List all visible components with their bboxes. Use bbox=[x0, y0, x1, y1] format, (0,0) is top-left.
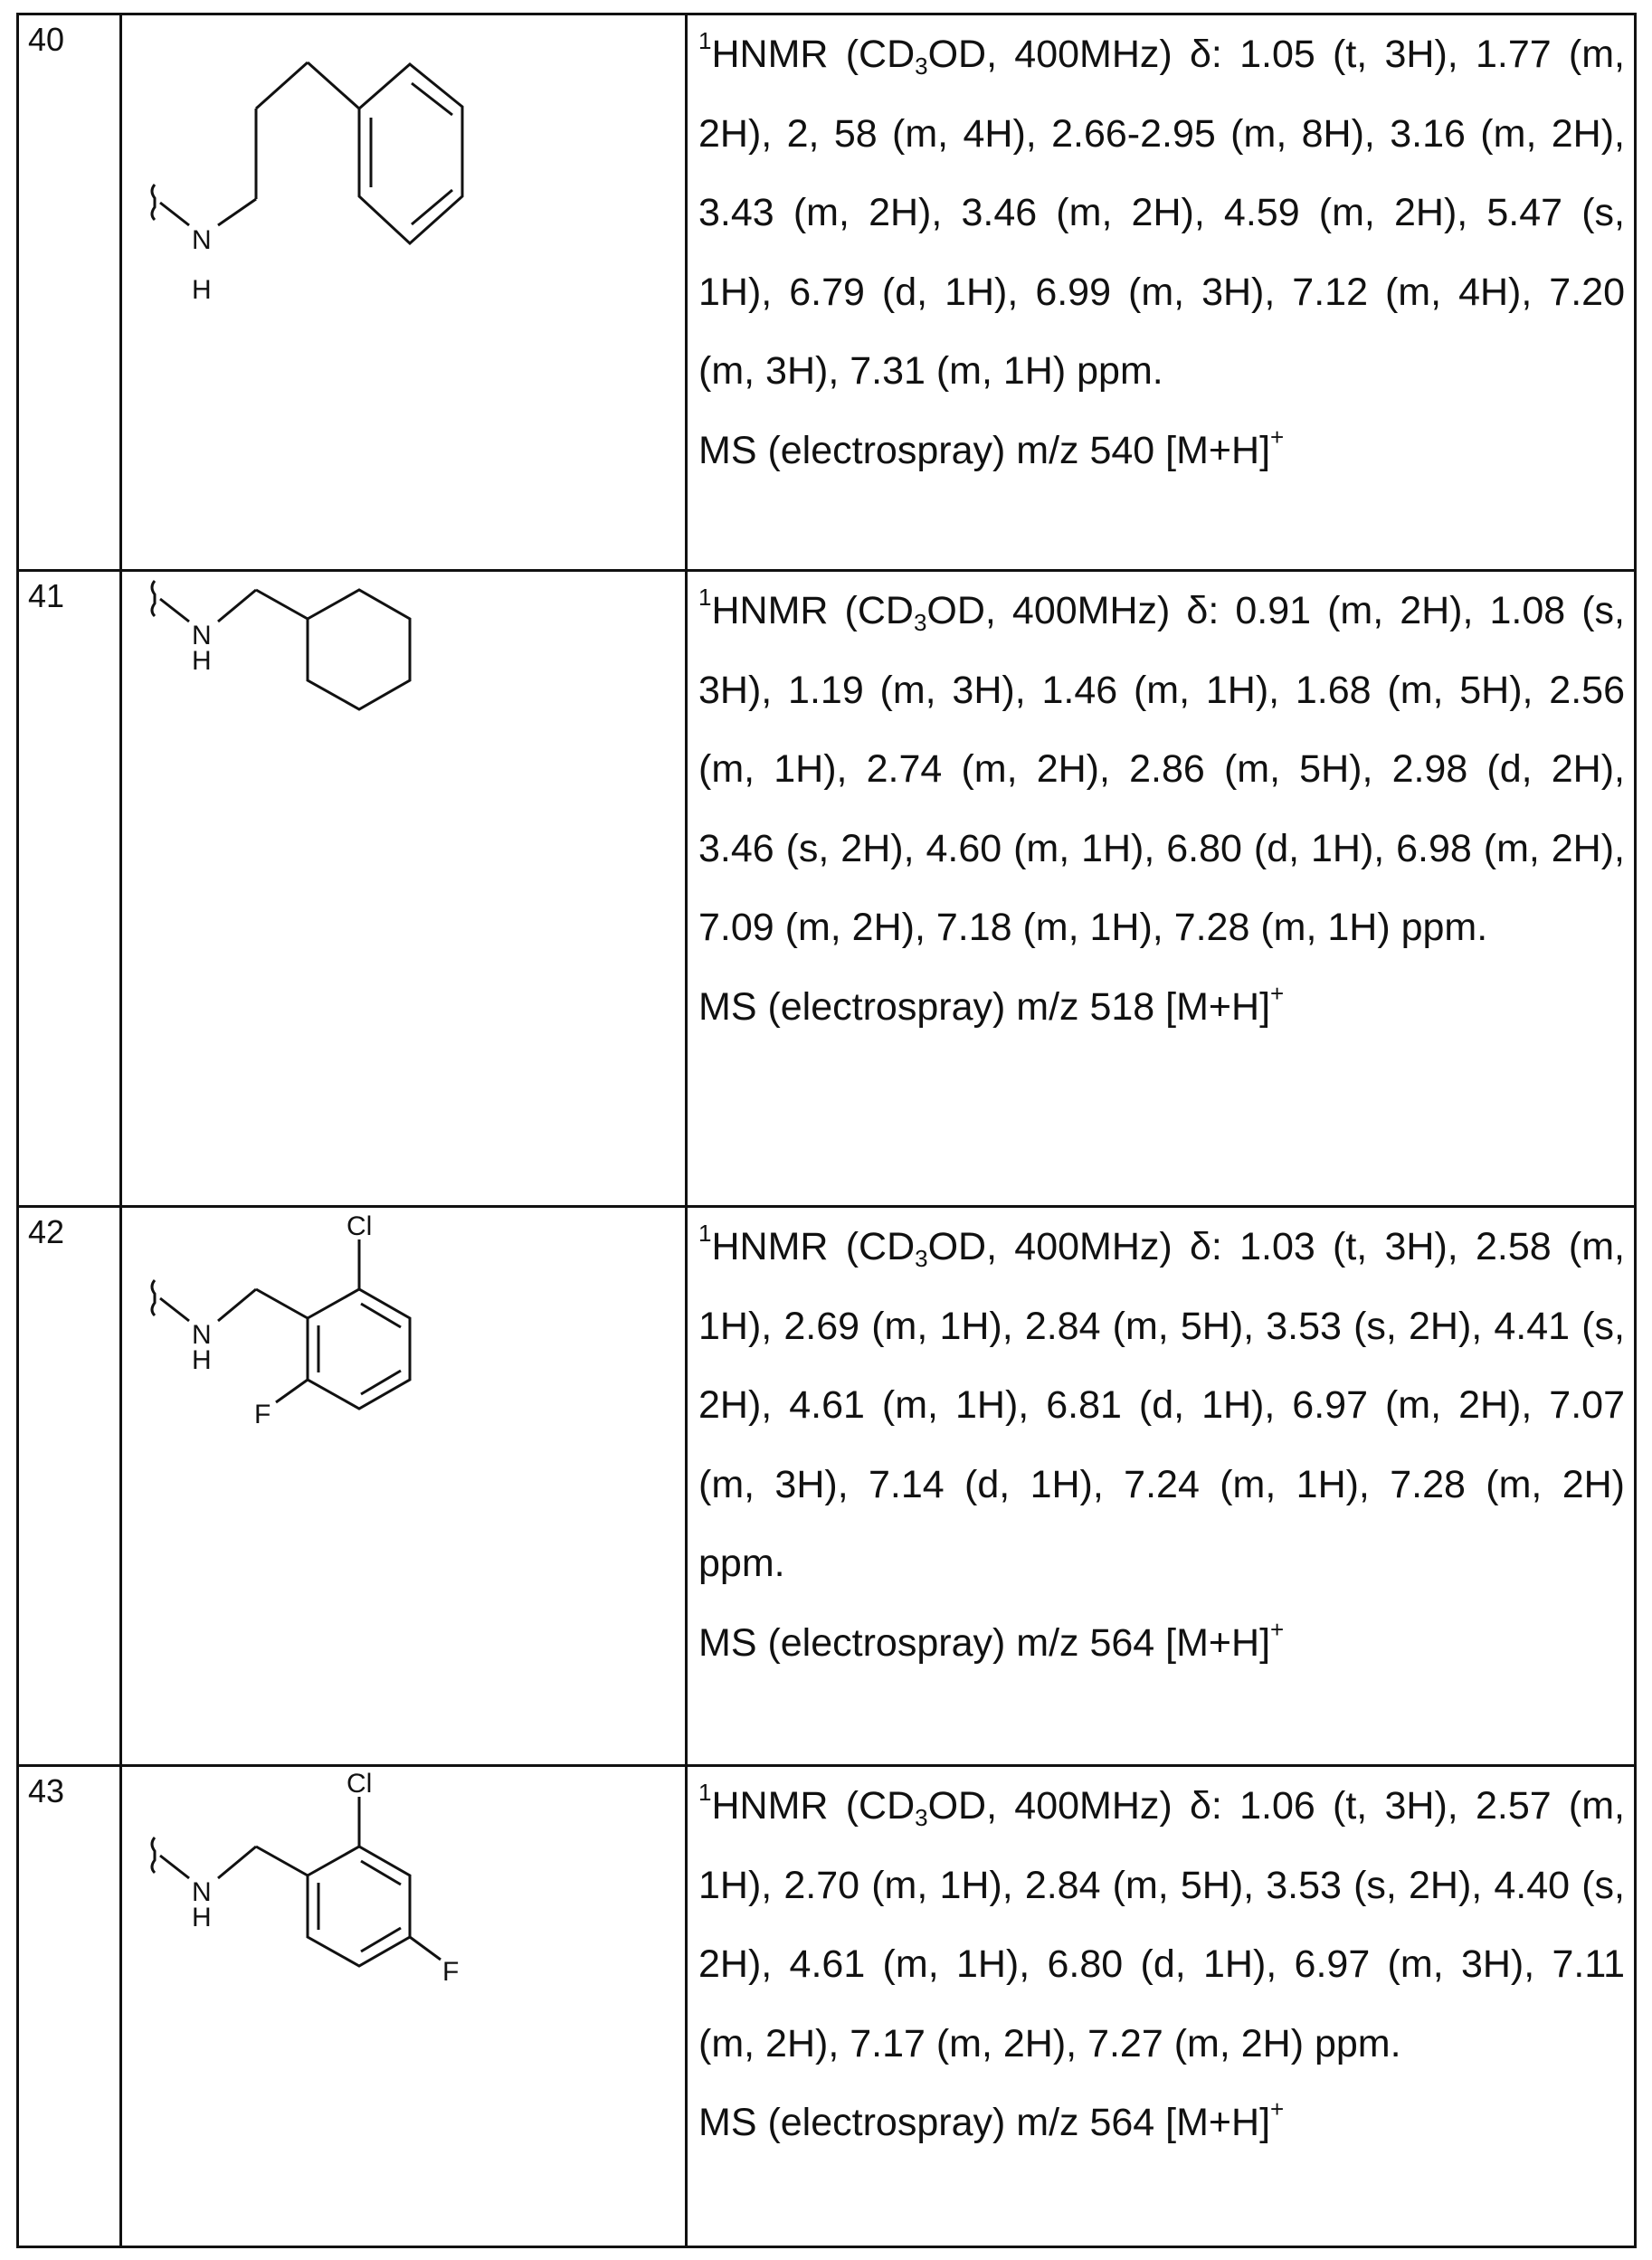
compound-number: 41 bbox=[28, 577, 65, 614]
structure-2-chloro-4-fluorobenzylamino-icon bbox=[122, 1767, 683, 2038]
structure-cell bbox=[121, 14, 687, 571]
nmr-data: $^1$HNMR ($CD_3OD$, 400MHz) δ: 1.06 (t, 3H), 2.57 (m, 1H), 2.70 (m, 1H), 2.84 (m, 5H), 3.53 (s, 2H), 4.40 (s, 2H), 4.61 (m, 1H), 6.80 (d, 1H), 6.97 (m, 3H), 7.11 (m, 2H), 7.17 (m, 2H), 7.27 (m, 2H) ppm. bbox=[698, 1779, 1626, 2065]
table-row bbox=[18, 571, 1636, 1207]
compound-number: 42 bbox=[28, 1213, 65, 1250]
atom-h: H bbox=[192, 275, 212, 305]
structure-cyclohexylmethylamino-icon bbox=[122, 572, 683, 843]
compound-number-cell bbox=[18, 571, 121, 1207]
compound-number-cell bbox=[18, 14, 121, 571]
atom-cl: Cl bbox=[347, 1769, 373, 1799]
atom-n: N bbox=[192, 1877, 212, 1907]
ms-data: MS (electrospray) m/z 564 [M+H]+ bbox=[698, 2095, 1285, 2144]
structure-cell bbox=[121, 1766, 687, 2247]
atom-cl: Cl bbox=[347, 1211, 373, 1241]
atom-h: H bbox=[192, 1345, 212, 1375]
atom-n: N bbox=[192, 621, 212, 650]
nmr-data: $^1$HNMR ($CD_3OD$, 400MHz) δ: 0.91 (m, 2H), 1.08 (s, 3H), 1.19 (m, 3H), 1.46 (m, 1H), 1.68 (m, 5H), 2.56 (m, 1H), 2.74 (m, 2H), 2.86 (m, 5H), 2.98 (d, 2H), 3.46 (s, 2H), 4.60 (m, 1H), 6.80 (d, 1H), 6.98 (m, 2H), 7.09 (m, 2H), 7.18 (m, 1H), 7.28 (m, 1H) ppm. bbox=[698, 584, 1625, 949]
compound-number-cell bbox=[18, 1207, 121, 1766]
spectra-cell bbox=[687, 14, 1636, 571]
atom-n: N bbox=[192, 1320, 212, 1350]
compound-number: 40 bbox=[28, 21, 65, 58]
compound-table bbox=[16, 13, 1637, 2248]
nmr-data: $^1$HNMR ($CD_3OD$, 400MHz) δ: 1.03 (t, 3H), 2.58 (m, 1H), 2.69 (m, 1H), 2.84 (m, 5H), 3.53 (s, 2H), 4.41 (s, 2H), 4.61 (m, 1H), 6.81 (d, 1H), 6.97 (m, 2H), 7.07 (m, 3H), 7.14 (d, 1H), 7.24 (m, 1H), 7.28 (m, 2H) ppm. bbox=[698, 1220, 1626, 1585]
atom-f: F bbox=[442, 1957, 460, 1987]
table-row bbox=[18, 1766, 1636, 2247]
atom-n: N bbox=[192, 225, 212, 255]
structure-2-chloro-6-fluorobenzylamino-icon bbox=[122, 1208, 683, 1497]
table-row bbox=[18, 14, 1636, 571]
structure-3-phenylpropylamino-icon bbox=[122, 15, 683, 305]
spectra-cell bbox=[687, 1207, 1636, 1766]
structure-cell bbox=[121, 571, 687, 1207]
atom-h: H bbox=[192, 1903, 212, 1932]
compound-number-cell bbox=[18, 1766, 121, 2247]
table-row bbox=[18, 1207, 1636, 1766]
atom-f: F bbox=[254, 1400, 271, 1429]
spectra-cell bbox=[687, 571, 1636, 1207]
compound-number: 43 bbox=[28, 1772, 65, 1809]
spectra-cell bbox=[687, 1766, 1636, 2247]
atom-h: H bbox=[192, 646, 212, 676]
ms-data: MS (electrospray) m/z 564 [M+H]+ bbox=[698, 1615, 1285, 1665]
nmr-data: $^1$HNMR ($CD_3OD$, 400MHz) δ: 1.05 (t, 3H), 1.77 (m, 2H), 2, 58 (m, 4H), 2.66-2.95 (m, 8H), 3.16 (m, 2H), 3.43 (m, 2H), 3.46 (m, 2H), 4.59 (m, 2H), 5.47 (s, 1H), 6.79 (d, 1H), 6.99 (m, 3H), 7.12 (m, 4H), 7.20 (m, 3H), 7.31 (m, 1H) ppm. bbox=[698, 27, 1626, 393]
ms-data: MS (electrospray) m/z 518 [M+H]+ bbox=[698, 979, 1285, 1029]
ms-data: MS (electrospray) m/z 540 [M+H]+ bbox=[698, 423, 1285, 472]
structure-cell bbox=[121, 1207, 687, 1766]
